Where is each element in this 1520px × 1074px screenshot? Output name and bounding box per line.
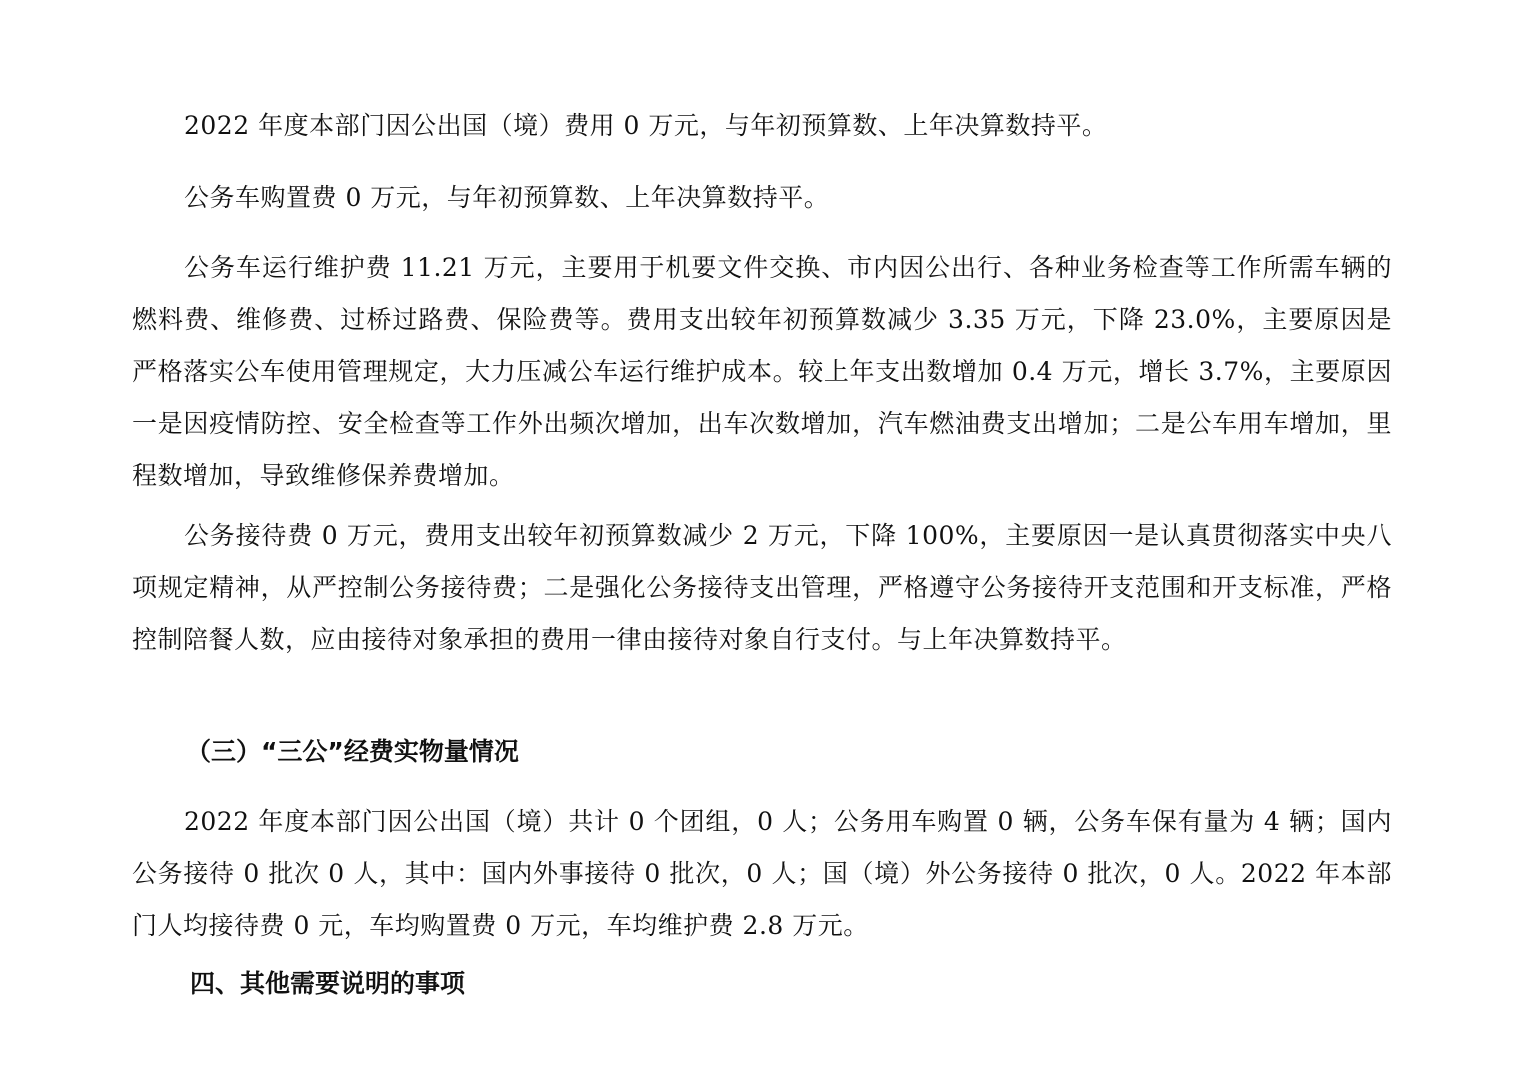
paragraph-reception: 公务接待费 0 万元，费用支出较年初预算数减少 2 万元，下降 100%，主要原因一是认真贯彻落实中央八项规定精神，从严控制公务接待费；二是强化公务接待支出管理，严格遵守公务接待开支范围和开支标准，严格控制陪餐人数，应由接待对象承担的费用一律由接待对象自行支付。与上年决算数持平。 [132,521,1392,654]
paragraph-vehicle-maintenance: 公务车运行维护费 11.21 万元，主要用于机要文件交换、市内因公出行、各种业务检查等工作所需车辆的燃料费、维修费、过桥过路费、保险费等。费用支出较年初预算数减少 3.35 万元，下降 23.0%，主要原因是严格落实公车使用管理规定，大力压减公车运行维护成本。较上年支出数增加 0.4 万元，增长 3.7%，主要原因一是因疫情防控、安全检查等工作外出频次增加，出车次数增加，汽车燃油费支出增加；二是公车用车增加，里程数增加，导致维修保养费增加。 [132,253,1392,490]
heading-section-four: 四、其他需要说明的事项 [190,969,466,998]
heading-section-three: （三）“三公”经费实物量情况 [186,737,519,766]
paragraph-travel-abroad: 2022 年度本部门因公出国（境）费用 0 万元，与年初预算数、上年决算数持平。 [184,111,1108,140]
paragraph-physical-quantity: 2022 年度本部门因公出国（境）共计 0 个团组，0 人；公务用车购置 0 辆，公务车保有量为 4 辆；国内公务接待 0 批次 0 人，其中：国内外事接待 0 批次，0 人；国（境）外公务接待 0 批次，0 人。2022 年本部门人均接待费 0 元，车均购置费 0 万元，车均维护费 2.8 万元。 [132,807,1392,940]
paragraph-vehicle-purchase: 公务车购置费 0 万元，与年初预算数、上年决算数持平。 [184,183,830,212]
